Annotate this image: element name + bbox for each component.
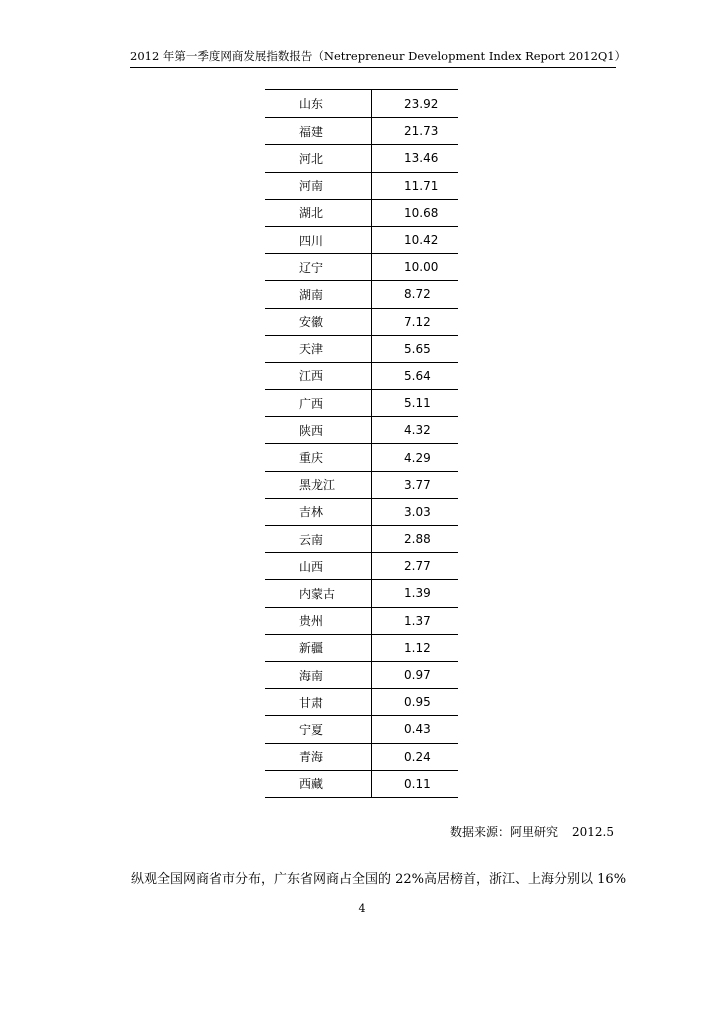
province-name-cell: 河南 [265,173,372,199]
value-cell: 0.97 [404,668,431,683]
province-name-cell: 江西 [265,363,372,389]
table-row [265,117,458,144]
table-row [265,688,458,715]
table-row [265,389,458,416]
value-cell: 5.65 [404,341,431,356]
province-table [265,89,458,798]
value-cell: 2.88 [404,532,431,547]
value-cell: 21.73 [404,124,439,139]
table-row [265,634,458,661]
province-name-cell: 甘肃 [265,689,372,715]
province-name-cell: 西藏 [265,771,372,797]
table-row [265,335,458,362]
province-name-cell: 湖南 [265,281,372,307]
province-name-cell: 云南 [265,526,372,552]
value-cell: 5.64 [404,368,431,383]
province-name-cell: 四川 [265,227,372,253]
province-name-cell: 黑龙江 [265,472,372,498]
province-name-cell: 宁夏 [265,716,372,742]
value-cell: 4.32 [404,423,431,438]
table-row [265,253,458,280]
body-paragraph: 纵观全国网商省市分布，广东省网商占全国的 22%高居榜首，浙江、上海分别以 16% [131,872,627,887]
table-row [265,308,458,335]
value-cell: 2.77 [404,559,431,574]
value-cell: 0.43 [404,722,431,737]
table-row [265,172,458,199]
table-row [265,770,458,797]
province-name-cell: 内蒙古 [265,580,372,606]
province-name-cell: 广西 [265,390,372,416]
province-name-cell: 海南 [265,662,372,688]
province-name-cell: 重庆 [265,444,372,470]
table-row [265,471,458,498]
table-row [265,743,458,770]
province-name-cell: 陕西 [265,417,372,443]
value-cell: 1.12 [404,640,431,655]
province-name-cell: 辽宁 [265,254,372,280]
value-cell: 13.46 [404,151,439,166]
table-row [265,715,458,742]
province-name-cell: 山东 [265,90,372,117]
value-cell: 10.00 [404,260,439,275]
value-cell: 3.03 [404,504,431,519]
value-cell: 4.29 [404,450,431,465]
table-row [265,226,458,253]
province-name-cell: 安徽 [265,309,372,335]
province-name-cell: 山西 [265,553,372,579]
province-name-cell: 河北 [265,145,372,171]
value-cell: 7.12 [404,314,431,329]
table-row [265,579,458,606]
source-label: 数据来源：阿里研究 [449,825,558,839]
table-row [265,525,458,552]
table-row [265,661,458,688]
value-cell: 23.92 [404,96,439,111]
value-cell: 1.37 [404,613,431,628]
value-cell: 3.77 [404,477,431,492]
value-cell: 0.95 [404,695,431,710]
value-cell: 0.24 [404,749,431,764]
province-name-cell: 吉林 [265,499,372,525]
province-name-cell: 青海 [265,744,372,770]
value-cell: 1.39 [404,586,431,601]
province-name-cell: 新疆 [265,635,372,661]
value-cell: 10.68 [404,205,439,220]
table-row [265,199,458,226]
table-row [265,280,458,307]
value-cell: 5.11 [404,396,431,411]
data-source [450,823,614,840]
province-name-cell: 贵州 [265,608,372,634]
table-row [265,552,458,579]
table-row [265,362,458,389]
value-cell: 8.72 [404,287,431,302]
table-row [265,443,458,470]
value-cell: 10.42 [404,233,439,248]
table-row [265,607,458,634]
table-row [265,416,458,443]
table-row [265,144,458,171]
province-name-cell: 湖北 [265,200,372,226]
value-cell: 0.11 [404,776,431,791]
value-cell: 11.71 [404,178,439,193]
table-row [265,498,458,525]
page-header: 2012 年第一季度网商发展指数报告（Netrepreneur Development Index Report 2012Q1） [130,49,627,63]
source-date: 2012.5 [572,825,614,839]
province-name-cell: 天津 [265,336,372,362]
province-name-cell: 福建 [265,118,372,144]
page-number: 4 [358,902,366,915]
header-rule [130,67,616,68]
table-row [265,90,458,117]
